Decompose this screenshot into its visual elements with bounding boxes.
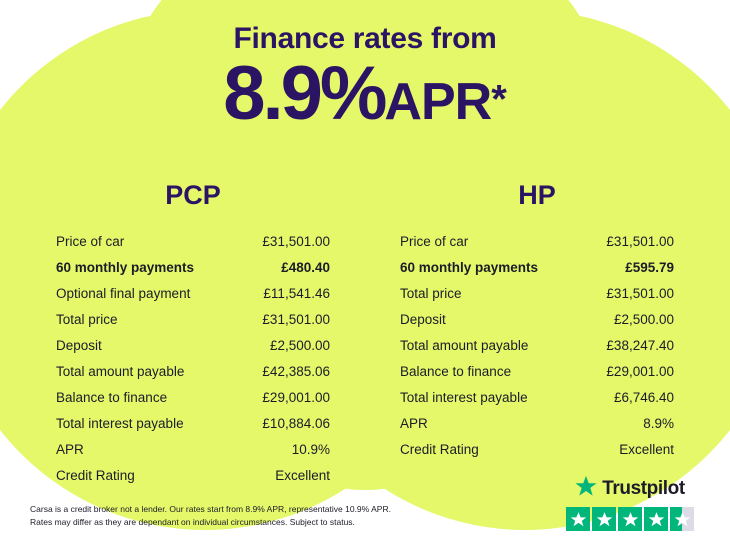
row-value: Excellent xyxy=(275,467,330,483)
row-value: 10.9% xyxy=(291,441,330,457)
table-row xyxy=(392,280,682,306)
row-value: £31,501.00 xyxy=(262,233,330,249)
table-row xyxy=(48,332,338,358)
row-value: £31,501.00 xyxy=(606,285,674,301)
page-title: Finance rates from xyxy=(233,22,497,55)
row-value: £29,001.00 xyxy=(262,389,330,405)
trustpilot-rating xyxy=(556,475,704,531)
row-label: Total price xyxy=(56,311,118,327)
table-row xyxy=(392,254,682,280)
hp-column-title: HP xyxy=(518,180,556,210)
row-value: £38,247.40 xyxy=(606,337,674,353)
trustpilot-star-icon xyxy=(575,475,597,502)
table-row xyxy=(48,254,338,280)
row-label: APR xyxy=(56,441,84,457)
star-icon xyxy=(644,507,668,531)
row-label: Total interest payable xyxy=(400,389,528,405)
row-label: Total amount payable xyxy=(400,337,529,353)
row-label: APR xyxy=(400,415,428,431)
headline-rate-asterisk: * xyxy=(491,77,507,122)
table-row xyxy=(392,384,682,410)
row-label: Balance to finance xyxy=(56,389,168,405)
row-label: 60 monthly payments xyxy=(400,259,539,275)
pcp-column xyxy=(48,180,338,488)
row-label: Optional final payment xyxy=(56,285,191,301)
table-row xyxy=(48,410,338,436)
row-value: £10,884.06 xyxy=(262,415,330,431)
row-label: Deposit xyxy=(56,337,102,353)
row-value: £2,500.00 xyxy=(269,337,330,353)
row-value: £42,385.06 xyxy=(262,363,330,379)
row-label: Credit Rating xyxy=(56,467,135,483)
row-value: £11,541.46 xyxy=(263,285,330,301)
table-row xyxy=(48,436,338,462)
row-value: £6,746.40 xyxy=(613,389,674,405)
legal-footnote xyxy=(30,503,391,529)
table-row xyxy=(392,228,682,254)
table-row xyxy=(48,358,338,384)
star-icon xyxy=(566,507,590,531)
footnote-line-1: Carsa is a credit broker not a lender. Our rates start from 8.9% APR, representative 10.9% APR. xyxy=(30,503,391,514)
table-row xyxy=(392,358,682,384)
row-label: Balance to finance xyxy=(400,363,512,379)
row-value: £31,501.00 xyxy=(262,311,330,327)
row-label: Deposit xyxy=(400,311,446,327)
row-value: £480.40 xyxy=(281,259,330,275)
row-value: £595.79 xyxy=(625,259,674,275)
headline-rate-number: 8.9% xyxy=(223,51,385,136)
row-label: Total interest payable xyxy=(56,415,184,431)
trustpilot-logo xyxy=(556,475,704,502)
row-value: 8.9% xyxy=(643,415,674,431)
star-icon xyxy=(618,507,642,531)
footnote-line-2: Rates may differ as they are dependant on individual circumstances. Subject to status. xyxy=(30,516,355,527)
row-label: Total price xyxy=(400,285,462,301)
row-value: £31,501.00 xyxy=(606,233,674,249)
pcp-column-title: PCP xyxy=(165,180,221,210)
row-label: Price of car xyxy=(400,233,469,249)
table-row xyxy=(392,436,682,462)
table-row xyxy=(392,306,682,332)
headline-rate-apr: APR xyxy=(384,73,492,131)
row-label: Price of car xyxy=(56,233,125,249)
table-row xyxy=(48,306,338,332)
row-label: Total amount payable xyxy=(56,363,185,379)
table-row xyxy=(48,280,338,306)
trustpilot-stars xyxy=(556,507,704,531)
trustpilot-wordmark: Trustpilot xyxy=(602,477,685,499)
row-value: £2,500.00 xyxy=(613,311,674,327)
row-label: Credit Rating xyxy=(400,441,479,457)
headline-rate xyxy=(0,51,730,136)
table-row xyxy=(392,410,682,436)
table-row xyxy=(48,462,338,488)
table-row xyxy=(48,228,338,254)
table-row xyxy=(48,384,338,410)
row-value: Excellent xyxy=(619,441,674,457)
star-half-icon xyxy=(670,507,694,531)
row-value: £29,001.00 xyxy=(606,363,674,379)
star-icon xyxy=(592,507,616,531)
hp-column xyxy=(392,180,682,462)
row-label: 60 monthly payments xyxy=(56,259,195,275)
table-row xyxy=(392,332,682,358)
